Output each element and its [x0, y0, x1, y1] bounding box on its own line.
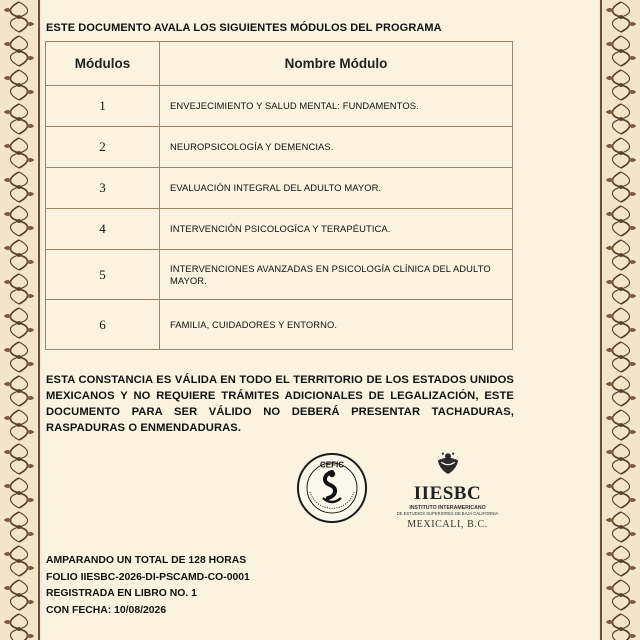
- iiesbc-title: IIESBC: [413, 483, 482, 504]
- iiesbc-subtitle: INSTITUTO INTERAMERICANO: [409, 505, 486, 511]
- legal-statement: ESTA CONSTANCIA ES VÁLIDA EN TODO EL TERRITORIO DE LOS ESTADOS UNIDOS MEXICANOS Y NO REQUIERE TRÁMITES ADICIONALES DE LEGALIZACIÓN, ESTE DOCUMENTO PARA SER VÁLIDO NO DEBERÁ PRESENTAR TACHADURAS, RASPADURAS O ENMENDADURAS.: [46, 374, 514, 434]
- table-row: [46, 209, 513, 250]
- module-number: 2: [46, 127, 160, 168]
- table-row: [46, 168, 513, 209]
- table-header-row: [46, 42, 513, 86]
- cefic-seal-icon: [296, 452, 368, 524]
- table-row: [46, 127, 513, 168]
- modules-table: [45, 41, 513, 350]
- issue-date: CON FECHA: 10/08/2026: [46, 604, 167, 616]
- ornament-pattern-left-icon: [0, 0, 38, 640]
- ornamental-border-left: [0, 0, 40, 640]
- ornament-pattern-right-icon: [602, 0, 640, 640]
- total-hours: AMPARANDO UN TOTAL DE 128 HORAS: [46, 555, 247, 566]
- module-number: 4: [46, 209, 160, 250]
- module-name: EVALUACIÓN INTEGRAL DEL ADULTO MAYOR.: [160, 168, 513, 209]
- module-number: 3: [46, 168, 160, 209]
- table-row: [46, 86, 513, 127]
- certificate-footer: [46, 553, 250, 619]
- iiesbc-logo: [395, 450, 500, 540]
- table-row: [46, 300, 513, 350]
- module-name: ENVEJECIMIENTO Y SALUD MENTAL: FUNDAMENTOS.: [160, 86, 513, 127]
- registry-book: REGISTRADA EN LIBRO NO. 1: [46, 588, 197, 599]
- module-number: 5: [46, 250, 160, 300]
- svg-text:CEFIC: CEFIC: [320, 460, 344, 470]
- module-number: 1: [46, 86, 160, 127]
- module-name: INTERVENCIÓN PSICOLOGÍCA Y TERAPÉUTICA.: [160, 209, 513, 250]
- iiesbc-logo-icon: [431, 450, 465, 476]
- module-number: 6: [46, 300, 160, 350]
- module-name: INTERVENCIONES AVANZADAS EN PSICOLOGÍA CLÍNICA DEL ADULTO MAYOR.: [160, 250, 513, 300]
- module-name: FAMILIA, CUIDADORES Y ENTORNO.: [160, 300, 513, 350]
- column-header-module-name: Nombre Módulo: [160, 42, 513, 86]
- module-name: NEUROPSICOLOGÍA Y DEMENCIAS.: [160, 127, 513, 168]
- iiesbc-city: MEXICALI, B.C.: [407, 519, 488, 530]
- table-row: [46, 250, 513, 300]
- iiesbc-subline: DE ESTUDIOS SUPERIORES DE BAJA CALIFORNIA: [396, 511, 499, 516]
- intro-heading: ESTE DOCUMENTO AVALA LOS SIGUIENTES MÓDULOS DEL PROGRAMA: [46, 22, 442, 34]
- folio-number: FOLIO IIESBC-2026-DI-PSCAMD-CO-0001: [46, 571, 250, 583]
- column-header-modules: Módulos: [46, 42, 160, 86]
- ornamental-border-right: [600, 0, 640, 640]
